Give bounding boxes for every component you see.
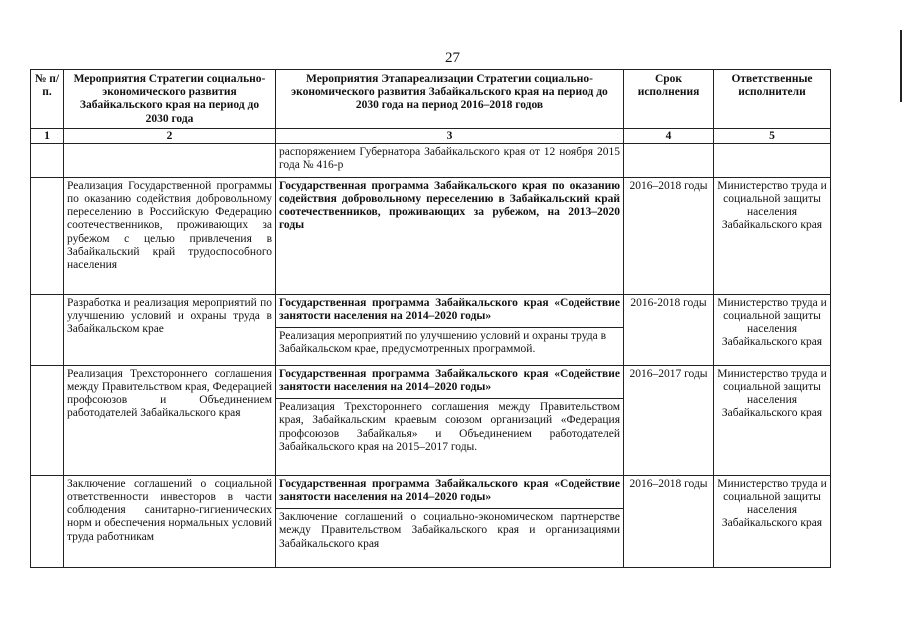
executor: Министерство труда и социальной защиты населения Забайкальского края <box>714 177 831 294</box>
header-row <box>31 70 831 129</box>
header-stage-measures: Мероприятия Этапареализации Стратегии социально-экономического развития Забайкальского края на период до 2030 года на период 2016–2018 годов <box>276 70 624 129</box>
row-num <box>31 143 64 177</box>
deadline: 2016-2018 годы <box>624 294 714 365</box>
row-num <box>31 475 64 567</box>
stage-measure-cell <box>276 365 624 475</box>
column-number: 5 <box>714 128 831 143</box>
table-row <box>31 143 831 177</box>
deadline <box>624 143 714 177</box>
header-strategy-measures: Мероприятия Стратегии социально-экономического развития Забайкальского края на период до 2030 года <box>64 70 276 129</box>
table-row <box>31 365 831 475</box>
stage-measure: распоряжением Губернатора Забайкальского края от 12 ноября 2015 года № 416-р <box>276 143 624 177</box>
deadline: 2016–2018 годы <box>624 177 714 294</box>
table-row <box>31 294 831 365</box>
executor <box>714 143 831 177</box>
deadline: 2016–2017 годы <box>624 365 714 475</box>
stage-measure-detail: Реализация мероприятий по улучшению условий и охраны труда в Забайкальском крае, предусмотренных программой. <box>276 327 623 356</box>
column-number: 2 <box>64 128 276 143</box>
strategy-measure: Разработка и реализация мероприятий по улучшению условий и охраны труда в Забайкальском крае <box>64 294 276 365</box>
header-num: № п/п. <box>31 70 64 129</box>
strategy-measure: Реализация Государственной программы по оказанию содействия добровольному переселению в Российскую Федерацию соотечественников, проживающих за рубежом с целью привлечения в Забайкальский край трудоспособного населения <box>64 177 276 294</box>
stage-measure-program: Государственная программа Забайкальского края «Содействие занятости населения на 2014–2020 годы» <box>279 477 620 504</box>
stage-measure-program: Государственная программа Забайкальского края «Содействие занятости населения на 2014–2020 годы» <box>279 296 620 323</box>
table-row <box>31 475 831 567</box>
strategy-measures-table <box>30 69 831 568</box>
executor: Министерство труда и социальной защиты населения Забайкальского края <box>714 475 831 567</box>
table-row <box>31 177 831 294</box>
header-executors: Ответственные исполнители <box>714 70 831 129</box>
deadline: 2016–2018 годы <box>624 475 714 567</box>
stage-measure-program: Государственная программа Забайкальского края по оказанию содействия добровольному переселению в Забайкальский край соотечественников, проживающих за рубежом, на 2013–2020 годы <box>276 177 624 294</box>
row-num <box>31 294 64 365</box>
strategy-measure: Заключение соглашений о социальной ответственности инвесторов в части соблюдения санитарно-гигиенических норм и обеспечения нормальных условий труда работникам <box>64 475 276 567</box>
page-number: 27 <box>445 50 460 66</box>
row-num <box>31 365 64 475</box>
stage-measure-program: Государственная программа Забайкальского края «Содействие занятости населения на 2014–2020 годы» <box>279 367 620 394</box>
executor: Министерство труда и социальной защиты населения Забайкальского края <box>714 294 831 365</box>
stage-measure-cell <box>276 294 624 365</box>
column-number: 1 <box>31 128 64 143</box>
strategy-measure <box>64 143 276 177</box>
strategy-measure: Реализация Трехстороннего соглашения между Правительством края, Федерацией профсоюзов и Объединением работодателей Забайкальского края <box>64 365 276 475</box>
row-num <box>31 177 64 294</box>
column-number: 3 <box>276 128 624 143</box>
scan-edge-mark <box>900 30 902 102</box>
column-numbering-row <box>31 128 831 143</box>
stage-measure-cell <box>276 475 624 567</box>
stage-measure-detail: Реализация Трехстороннего соглашения между Правительством края, Забайкальским краевым союзом организаций «Федерация профсоюзов Забайкалья» и Объединением работодателей Забайкальского края на 2015–2017 годы. <box>276 398 623 454</box>
header-deadline: Срок исполнения <box>624 70 714 129</box>
executor: Министерство труда и социальной защиты населения Забайкальского края <box>714 365 831 475</box>
stage-measure-detail: Заключение соглашений о социально-экономическом партнерстве между Правительством Забайкальского края и организациями Забайкальского края <box>276 508 623 551</box>
column-number: 4 <box>624 128 714 143</box>
